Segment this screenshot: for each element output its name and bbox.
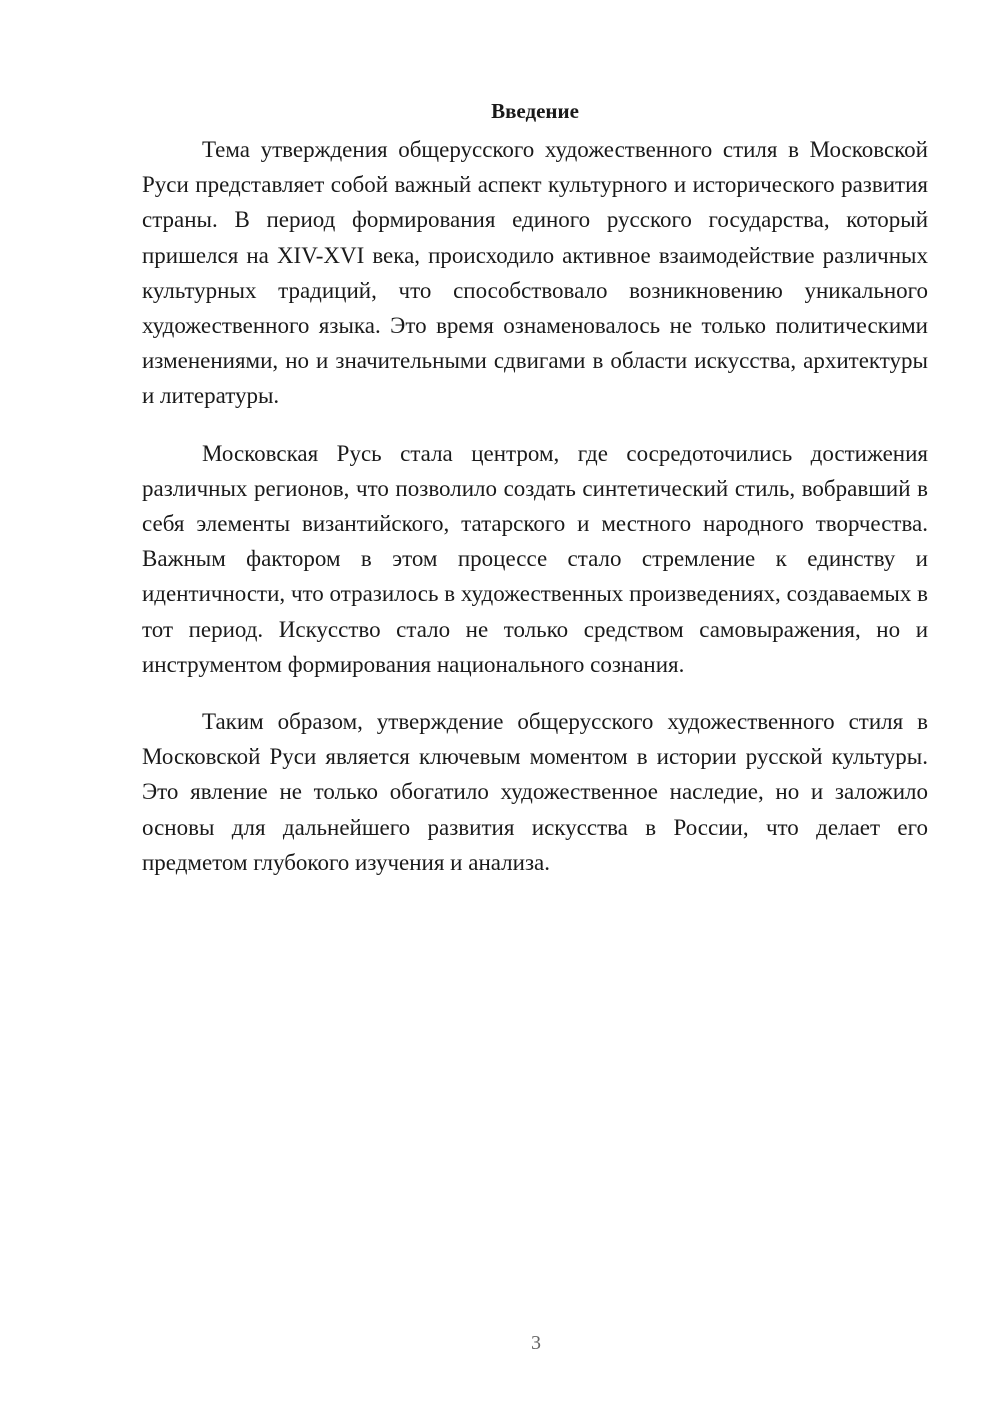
section-heading: Введение	[491, 99, 579, 123]
paragraph-3: Таким образом, утверждение общерусского художественного стиля в Московской Руси является ключевым моментом в истории русской культуры. Это явление не только обогатило художественное наследие, но и заложило основы для дальнейшего развития искусства в России, что делает его предметом глубокого изучения и анализа.	[142, 709, 928, 875]
paragraph-1: Тема утверждения общерусского художественного стиля в Московской Руси представляет собой важный аспект культурного и исторического развития страны. В период формирования единого русского государства, который пришелся на XIV-XVI века, происходило активное взаимодействие различных культурных традиций, что способствовало возникновению уникального художественного языка. Это время ознаменовалось не только политическими изменениями, но и значительными сдвигами в области искусства, архитектуры и литературы.	[142, 137, 928, 409]
page-number: 3	[531, 1332, 541, 1354]
document-page	[142, 96, 928, 902]
paragraph-2: Московская Русь стала центром, где сосредоточились достижения различных регионов, что позволило создать синтетический стиль, вобравший в себя элементы византийского, татарского и местного народного творчества. Важным фактором в этом процессе стало стремление к единству и идентичности, что отразилось в художественных произведениях, создаваемых в тот период. Искусство стало не только средством самовыражения, но и инструментом формирования национального сознания.	[142, 440, 928, 677]
